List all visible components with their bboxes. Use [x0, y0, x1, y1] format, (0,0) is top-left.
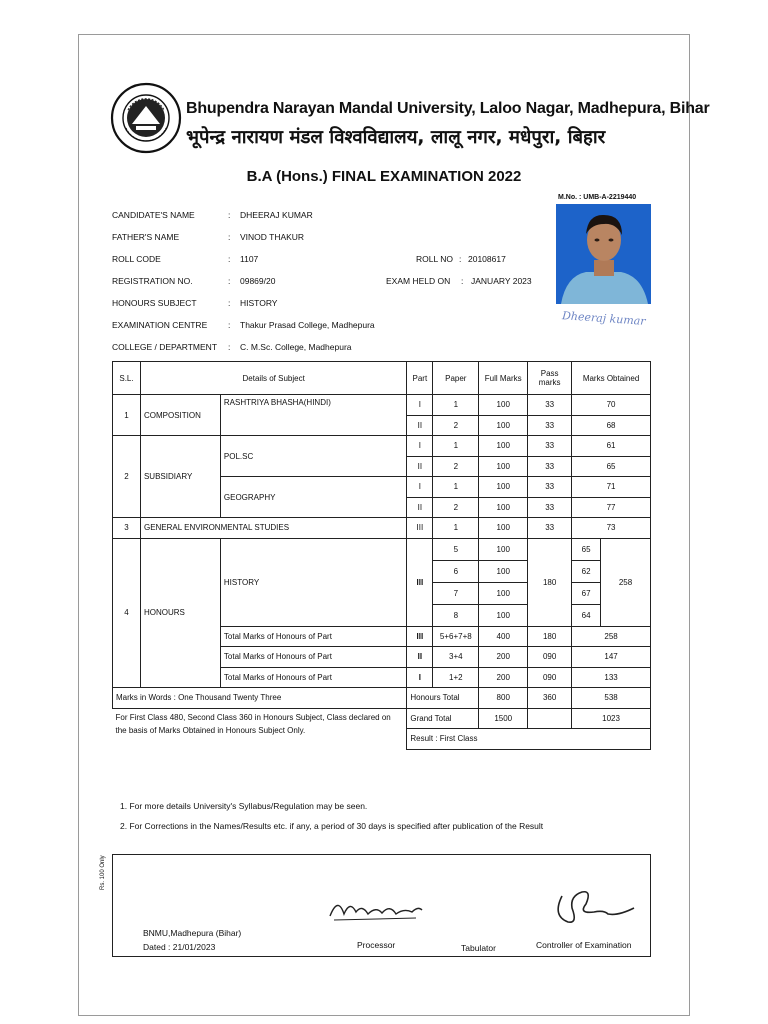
- table-row: [113, 395, 651, 416]
- group-honours: HONOURS: [140, 538, 220, 688]
- table-row: [113, 518, 651, 539]
- row-sl: 1: [113, 395, 141, 436]
- obtained-cell: 133: [572, 667, 651, 688]
- group-subsidiary: SUBSIDIARY: [140, 436, 220, 518]
- honours-subtotal: 258: [601, 538, 651, 626]
- paper-cell: 1: [433, 518, 479, 539]
- part-cell: I: [407, 667, 433, 688]
- marksheet-number: M.No. : UMB-A-2219440: [558, 194, 637, 201]
- subject-polsc: POL.SC: [220, 436, 406, 477]
- honours-subject: HISTORY: [240, 298, 278, 308]
- obtained-cell: 61: [572, 436, 651, 457]
- registration-number: 09869/20: [240, 276, 276, 286]
- row-sl: 4: [113, 538, 141, 688]
- colon: :: [228, 298, 231, 308]
- full-marks-cell: 100: [479, 538, 528, 560]
- paper-cell: 5+6+7+8: [433, 626, 479, 647]
- table-row: [113, 688, 651, 709]
- obtained-cell: 62: [572, 560, 601, 582]
- paper-cell: 2: [433, 456, 479, 477]
- full-marks-cell: 400: [479, 626, 528, 647]
- full-marks-cell: 100: [479, 582, 528, 604]
- obtained-cell: 64: [572, 604, 601, 626]
- candidate-photo: [556, 204, 651, 304]
- subject-geography: GEOGRAPHY: [220, 477, 406, 518]
- full-marks-cell: 200: [479, 667, 528, 688]
- university-name-english: Bhupendra Narayan Mandal University, Laloo Nagar, Madhepura, Bihar: [186, 100, 710, 117]
- pass-marks-cell: 33: [528, 518, 572, 539]
- part-cell: I: [407, 436, 433, 457]
- full-marks-cell: 100: [479, 415, 528, 436]
- note-1: 1. For more details University's Syllabus/Regulation may be seen.: [120, 801, 368, 811]
- full-marks-cell: 100: [479, 604, 528, 626]
- grand-total-label: Grand Total: [407, 708, 479, 729]
- pass-marks-cell: 33: [528, 436, 572, 457]
- colon: :: [461, 276, 464, 286]
- processor-signature-icon: [326, 892, 426, 926]
- full-marks-cell: 100: [479, 477, 528, 498]
- header-full-marks: Full Marks: [479, 362, 528, 395]
- full-marks-cell: 100: [479, 518, 528, 539]
- candidate-name: DHEERAJ KUMAR: [240, 210, 313, 220]
- full-marks-cell: 100: [479, 395, 528, 416]
- header-details: Details of Subject: [140, 362, 406, 395]
- exam-held-label: EXAM HELD ON: [386, 276, 451, 286]
- pass-marks-cell: 33: [528, 395, 572, 416]
- paper-cell: 8: [433, 604, 479, 626]
- grand-total-obtained: 1023: [572, 708, 651, 729]
- pass-marks-cell: 33: [528, 456, 572, 477]
- tabulator-label: Tabulator: [461, 943, 496, 953]
- colon: :: [228, 210, 231, 220]
- full-marks-cell: 100: [479, 560, 528, 582]
- obtained-cell: 65: [572, 456, 651, 477]
- full-marks-cell: 100: [479, 497, 528, 518]
- part-cell: III: [407, 626, 433, 647]
- colon: :: [228, 342, 231, 352]
- exam-centre-label: EXAMINATION CENTRE: [112, 320, 208, 330]
- row-sl: 2: [113, 436, 141, 518]
- footer-date: Dated : 21/01/2023: [143, 942, 216, 952]
- paper-cell: 6: [433, 560, 479, 582]
- part-cell: I: [407, 477, 433, 498]
- paper-cell: 7: [433, 582, 479, 604]
- honours-total-pass: 360: [528, 688, 572, 709]
- subject-hindi: RASHTRIYA BHASHA(HINDI): [220, 395, 406, 436]
- paper-cell: 1: [433, 395, 479, 416]
- pass-marks-cell: 090: [528, 667, 572, 688]
- honours-part-total-label: Total Marks of Honours of Part: [220, 667, 406, 688]
- pass-marks-cell: 33: [528, 497, 572, 518]
- part-cell: II: [407, 456, 433, 477]
- part-cell: III: [407, 518, 433, 539]
- header-marks-obtained: Marks Obtained: [572, 362, 651, 395]
- roll-no-label: ROLL NO: [416, 254, 454, 264]
- part-cell: I: [407, 395, 433, 416]
- paper-cell: 3+4: [433, 647, 479, 668]
- paper-cell: 5: [433, 538, 479, 560]
- class-note: For First Class 480, Second Class 360 in Honours Subject, Class declared on the basis of Marks Obtained in Honours Subject Only.: [113, 708, 407, 749]
- roll-code-label: ROLL CODE: [112, 254, 161, 264]
- marks-table: [112, 361, 651, 750]
- part-cell: II: [407, 415, 433, 436]
- part-cell: III: [407, 538, 433, 626]
- header-paper: Paper: [433, 362, 479, 395]
- honours-total-label: Honours Total: [407, 688, 479, 709]
- subject-history: HISTORY: [220, 538, 406, 626]
- exam-centre: Thakur Prasad College, Madhepura: [240, 320, 375, 330]
- honours-subject-label: HONOURS SUBJECT: [112, 298, 197, 308]
- grand-total-full: 1500: [479, 708, 528, 729]
- footer-place: BNMU,Madhepura (Bihar): [143, 928, 242, 938]
- paper-cell: 2: [433, 415, 479, 436]
- table-row: [113, 708, 651, 729]
- colon: :: [228, 254, 231, 264]
- grand-total-pass-empty: [528, 708, 572, 729]
- paper-cell: 1: [433, 436, 479, 457]
- obtained-cell: 65: [572, 538, 601, 560]
- header-sl: S.L.: [113, 362, 141, 395]
- honours-part-total-label: Total Marks of Honours of Part: [220, 626, 406, 647]
- controller-label: Controller of Examination: [536, 940, 632, 950]
- university-seal-icon: [110, 82, 182, 154]
- pass-marks-cell: 090: [528, 647, 572, 668]
- obtained-cell: 71: [572, 477, 651, 498]
- note-2: 2. For Corrections in the Names/Results etc. if any, a period of 30 days is specified after publication of the Result: [120, 821, 544, 831]
- obtained-cell: 77: [572, 497, 651, 518]
- result: Result : First Class: [407, 729, 651, 750]
- colon: :: [228, 232, 231, 242]
- college: C. M.Sc. College, Madhepura: [240, 342, 352, 352]
- colon: :: [459, 254, 462, 264]
- university-name-hindi: भूपेन्द्र नारायण मंडल विश्वविद्यालय, लालू नगर, मधेपुरा, बिहार: [186, 127, 606, 148]
- honours-part-total-label: Total Marks of Honours of Part: [220, 647, 406, 668]
- exam-held-on: JANUARY 2023: [471, 276, 532, 286]
- obtained-cell: 73: [572, 518, 651, 539]
- paper-cell: 2: [433, 497, 479, 518]
- obtained-cell: 68: [572, 415, 651, 436]
- part-cell: II: [407, 647, 433, 668]
- table-header-row: [113, 362, 651, 395]
- subject-ges: GENERAL ENVIRONMENTAL STUDIES: [140, 518, 406, 539]
- full-marks-cell: 100: [479, 436, 528, 457]
- group-composition: COMPOSITION: [140, 395, 220, 436]
- father-name-label: FATHER'S NAME: [112, 232, 180, 242]
- part-cell: II: [407, 497, 433, 518]
- table-row: [113, 436, 651, 457]
- pass-marks-cell: 180: [528, 626, 572, 647]
- processor-label: Processor: [357, 940, 396, 950]
- footer-border-right: [650, 854, 651, 956]
- roll-no: 20108617: [468, 254, 506, 264]
- exam-title: B.A (Hons.) FINAL EXAMINATION 2022: [246, 168, 522, 185]
- row-sl: 3: [113, 518, 141, 539]
- colon: :: [228, 320, 231, 330]
- father-name: VINOD THAKUR: [240, 232, 305, 242]
- footer-border-bottom: [112, 956, 651, 957]
- candidate-name-label: CANDIDATE'S NAME: [112, 210, 195, 220]
- full-marks-cell: 100: [479, 456, 528, 477]
- paper-cell: 1: [433, 477, 479, 498]
- honours-total-full: 800: [479, 688, 528, 709]
- header-pass-marks: Pass marks: [528, 362, 572, 395]
- controller-signature-icon: [548, 886, 638, 930]
- college-label: COLLEGE / DEPARTMENT: [112, 342, 218, 352]
- footer-border-left: [112, 854, 113, 956]
- obtained-cell: 147: [572, 647, 651, 668]
- colon: :: [228, 276, 231, 286]
- roll-code: 1107: [240, 254, 259, 264]
- pass-marks-cell: 33: [528, 477, 572, 498]
- obtained-cell: 67: [572, 582, 601, 604]
- header-part: Part: [407, 362, 433, 395]
- registration-label: REGISTRATION NO.: [112, 276, 193, 286]
- obtained-cell: 258: [572, 626, 651, 647]
- obtained-cell: 70: [572, 395, 651, 416]
- side-note: Rs. 100 Only: [100, 855, 106, 890]
- marks-in-words: Marks in Words : One Thousand Twenty Three: [113, 688, 407, 709]
- pass-marks-cell: 180: [528, 538, 572, 626]
- candidate-signature: Dheeraj kumar: [561, 309, 647, 328]
- full-marks-cell: 200: [479, 647, 528, 668]
- table-row: [113, 538, 651, 560]
- footer-border-top: [112, 854, 651, 855]
- pass-marks-cell: 33: [528, 415, 572, 436]
- honours-total-obtained: 538: [572, 688, 651, 709]
- paper-cell: 1+2: [433, 667, 479, 688]
